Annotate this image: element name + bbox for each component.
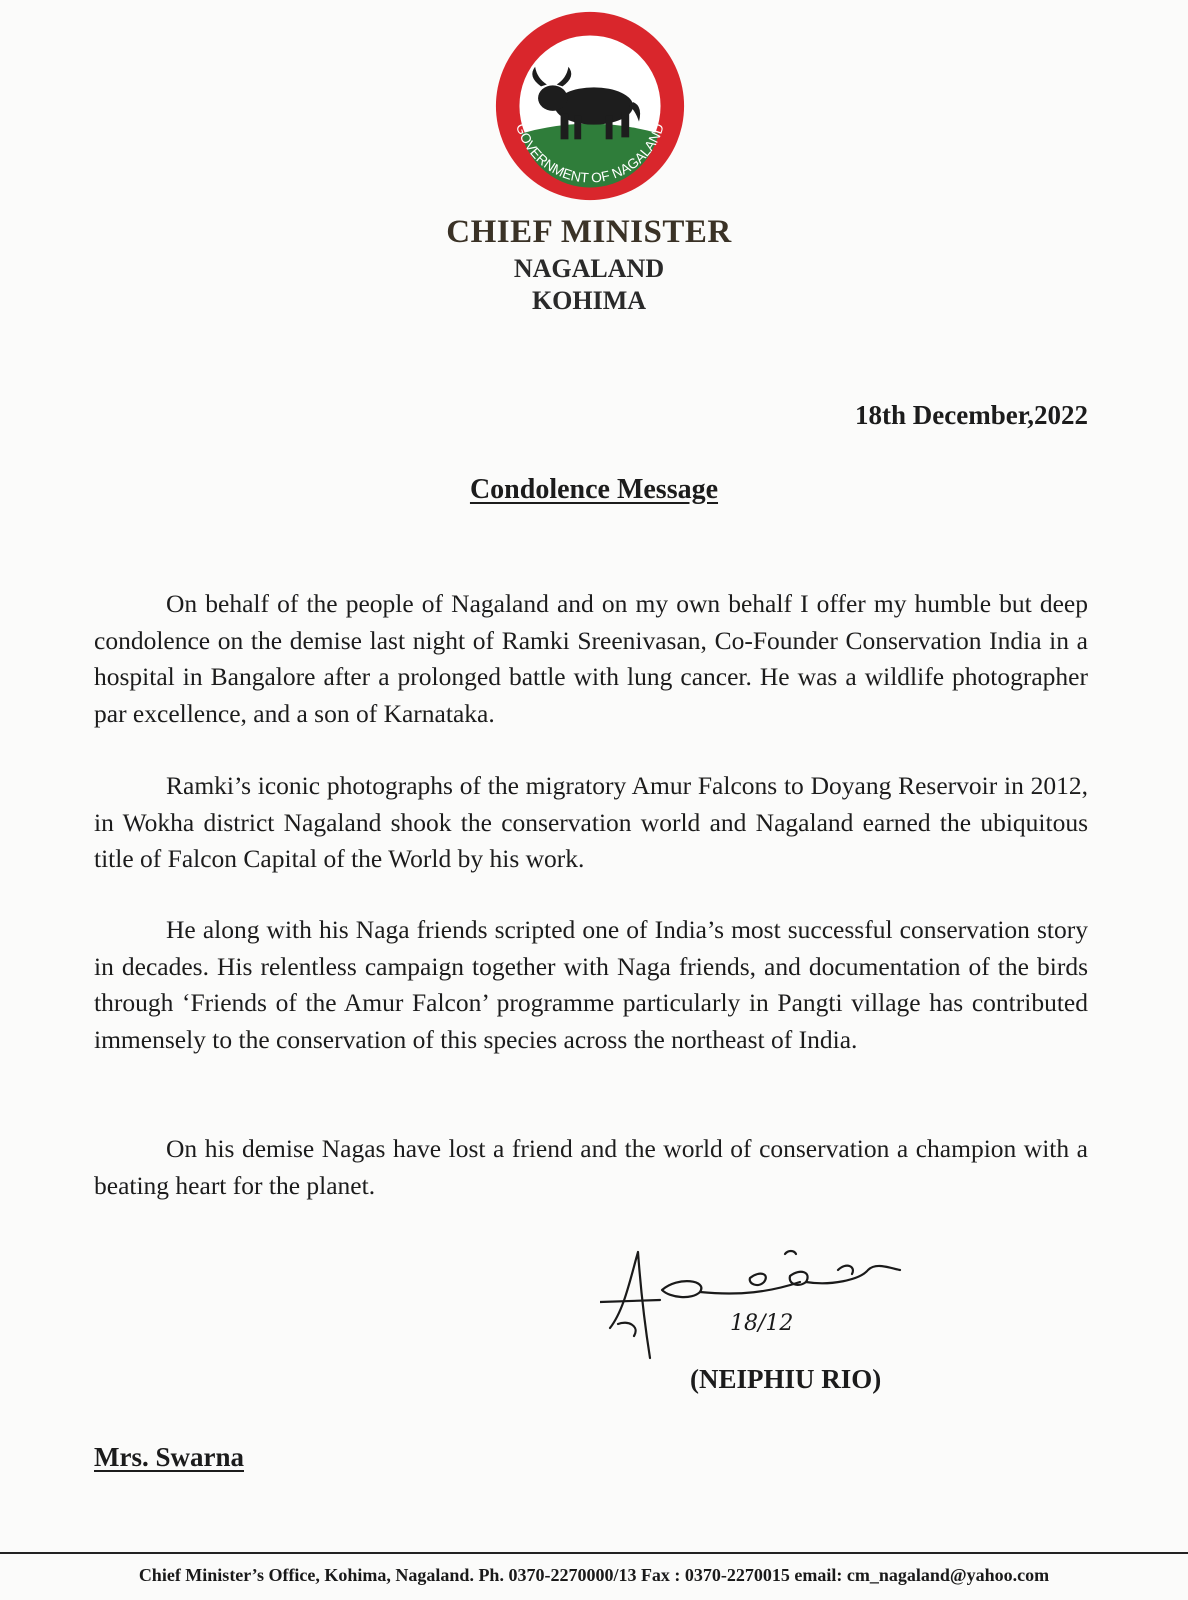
footer-divider	[0, 1552, 1188, 1554]
letter-date: 18th December,2022	[855, 400, 1088, 430]
handwritten-signature	[600, 1240, 930, 1370]
body-paragraph-4: On his demise Nagas have lost a friend and the world of conservation a champion with a beating heart for the planet.	[94, 1134, 1088, 1200]
office-title: CHIEF MINISTER	[446, 214, 732, 250]
signatory-name: (NEIPHIU RIO)	[690, 1364, 882, 1394]
mithun-emblem-icon	[492, 8, 688, 204]
footer-contact: Chief Minister’s Office, Kohima, Nagaland. Ph. 0370-2270000/13 Fax : 0370-2270015 email: cm_nagaland@yahoo.com	[138, 1565, 1050, 1585]
office-state: NAGALAND	[513, 254, 665, 283]
emblem-bottom-text: GOVERNMENT OF NAGALAND	[513, 121, 667, 186]
recipient-name: Mrs. Swarna	[94, 1442, 244, 1472]
body-paragraph-2: Ramki’s iconic photographs of the migratory Amur Falcons to Doyang Reservoir in 2012, in Wokha district Nagaland shook the conservation world and Nagaland earned the ubiquitous title of Falcon Capital of the World by his work.	[94, 771, 1088, 873]
body-paragraph-1: On behalf of the people of Nagaland and on my own behalf I offer my humble but deep condolence on the demise last night of Ramki Sreenivasan, Co-Founder Conservation India in a hospital in Bangalore after a prolonged battle with lung cancer. He was a wildlife photographer par excellence, and a son of Karnataka.	[94, 589, 1088, 728]
office-city: KOHIMA	[531, 286, 647, 315]
emblem-top-text: UNITY	[562, 35, 618, 56]
body-paragraph-3: He along with his Naga friends scripted one of India’s most successful conservation story in decades. His relentless campaign together with Naga friends, and documentation of the birds through ‘Friends of the Amur Falcon’ programme particularly in Pangti village has contributed immensely to the conservation of this species across the northeast of India.	[94, 915, 1088, 1054]
letter-subject: Condolence Message	[469, 474, 719, 505]
signature-date: 18/12	[730, 1311, 794, 1336]
